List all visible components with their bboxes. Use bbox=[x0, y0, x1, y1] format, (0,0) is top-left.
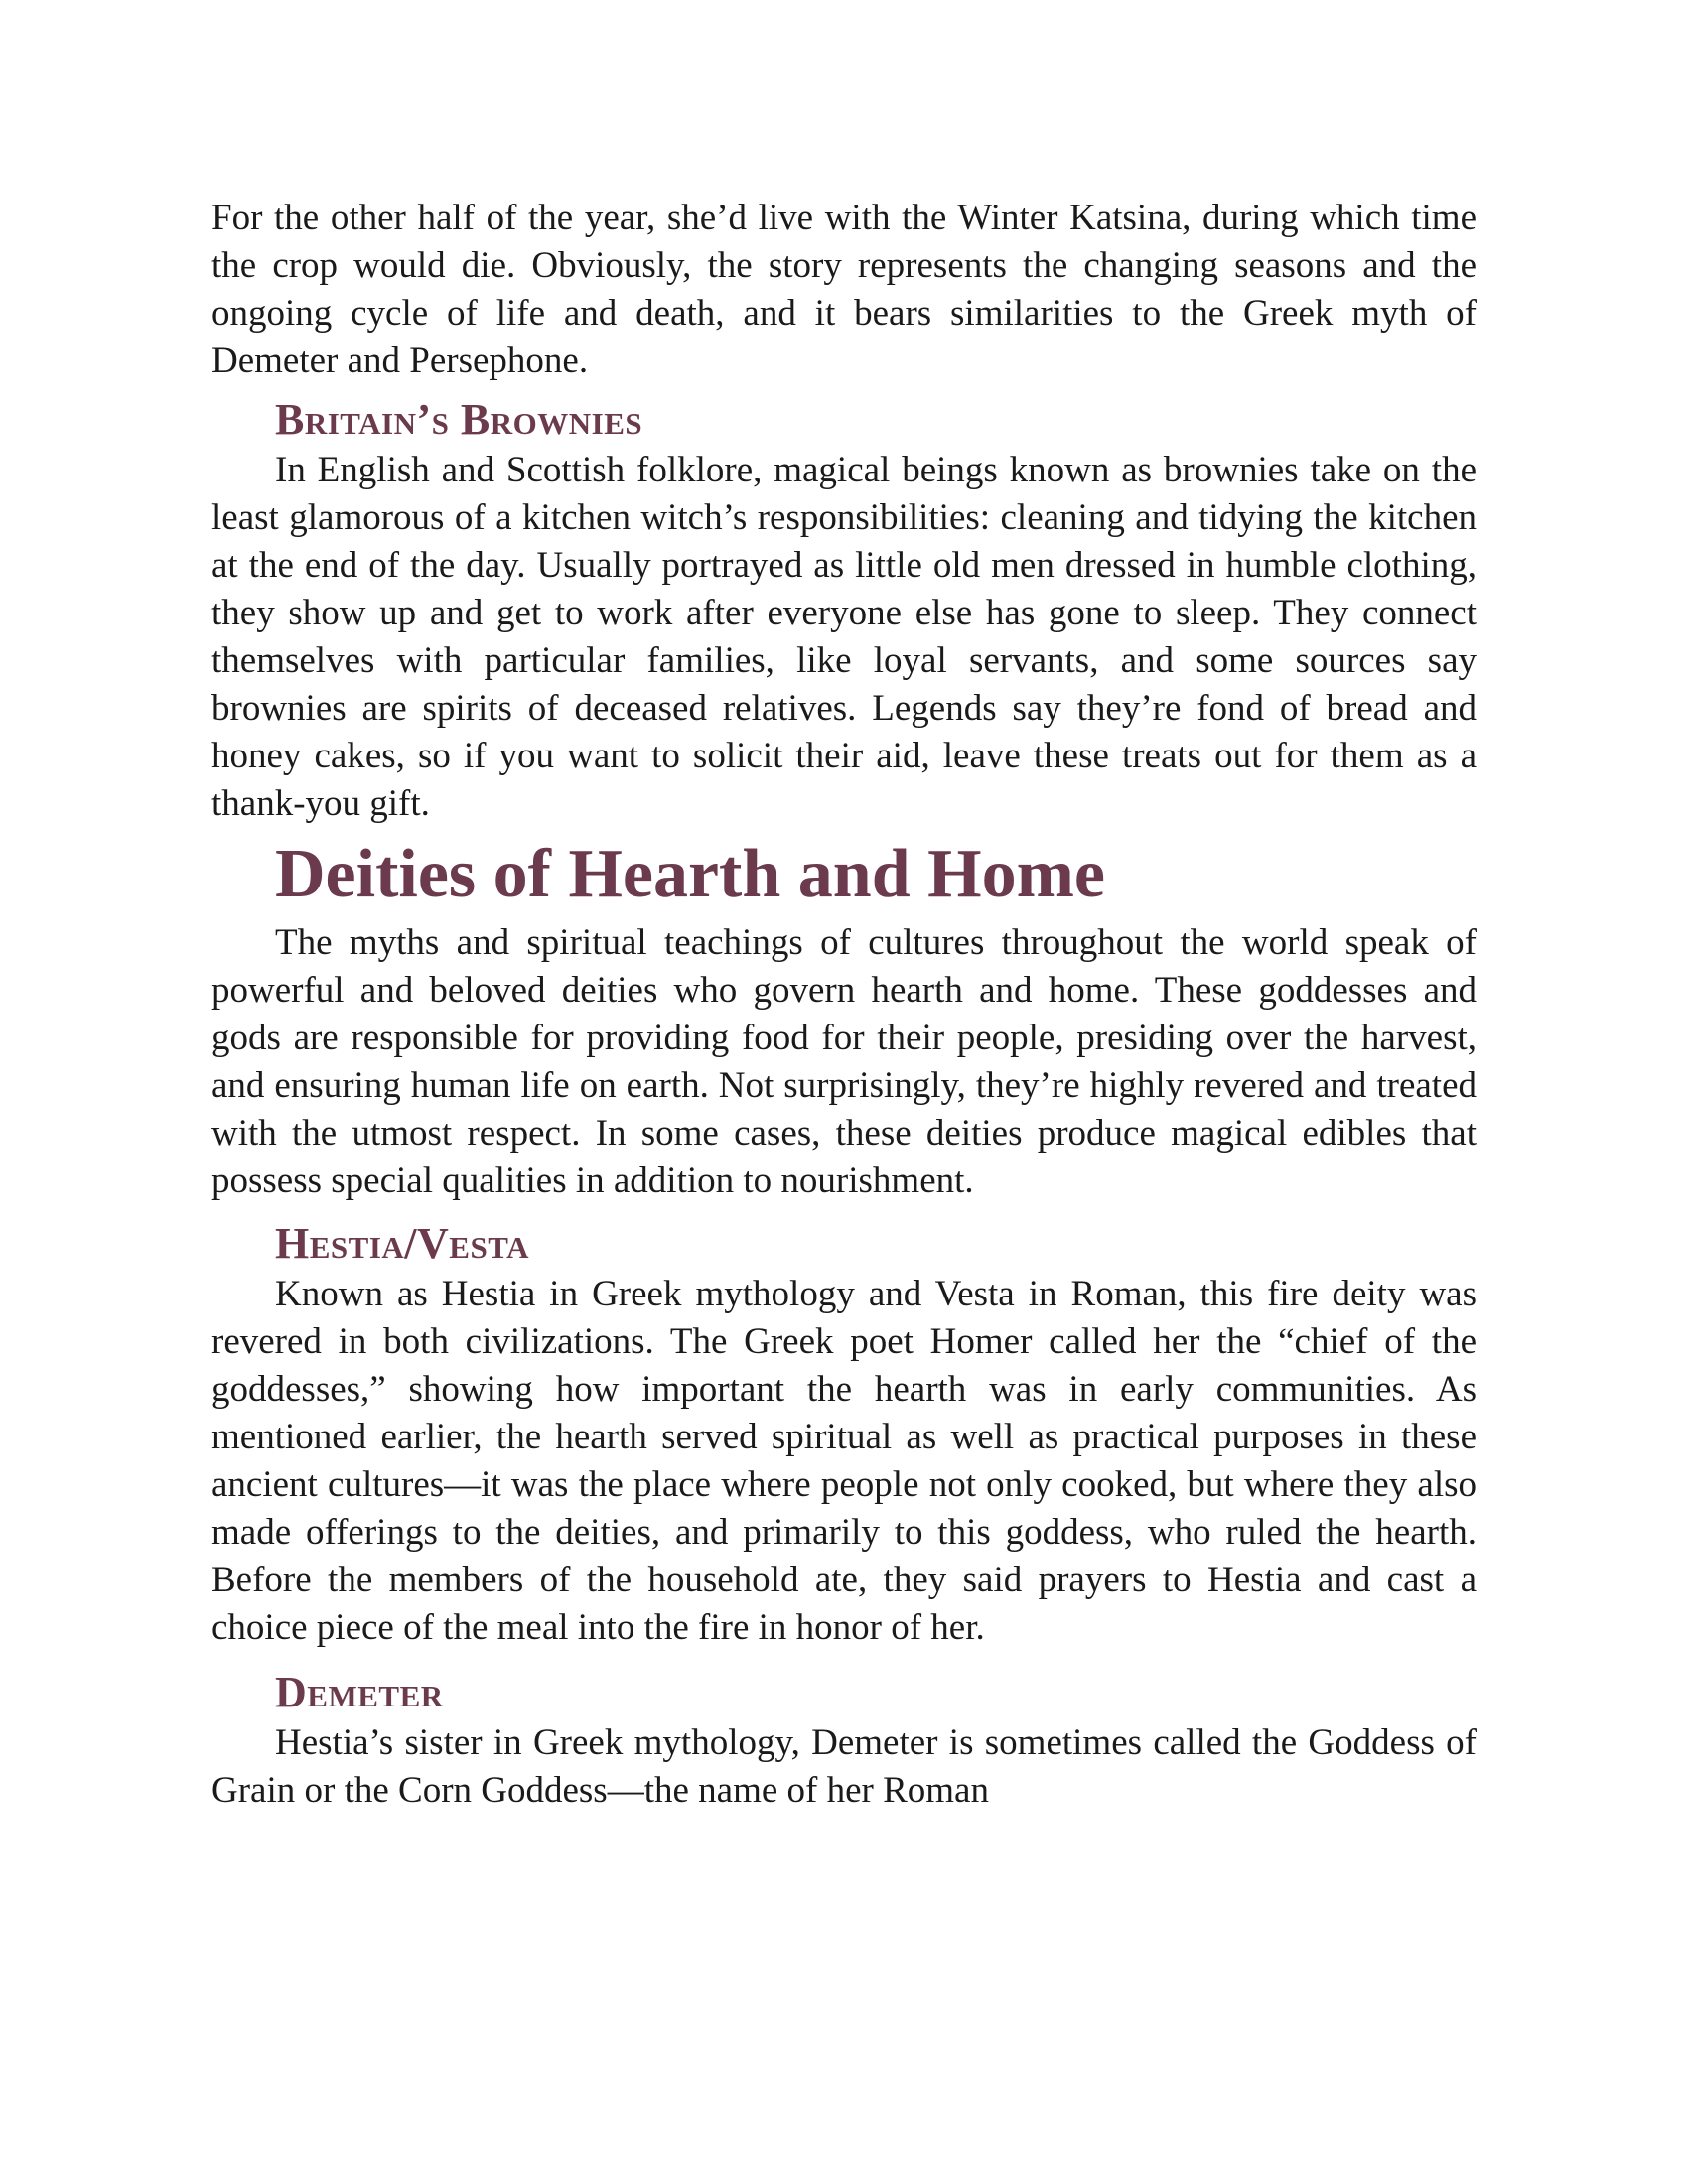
document-page bbox=[211, 195, 1477, 1815]
section-heading-britains-brownies: Britain’s Brownies bbox=[275, 395, 643, 444]
section-heading-demeter: Demeter bbox=[275, 1668, 444, 1716]
body-paragraph: Hestia’s sister in Greek mythology, Demeter is sometimes called the Goddess of Grain or the Corn Goddess—the name of her Roman bbox=[211, 1722, 1477, 1811]
body-paragraph: In English and Scottish folklore, magical beings known as brownies take on the least glamorous of a kitchen witch’s responsibilities: cleaning and tidying the kitchen at the end of the day. Usually portrayed as little old men dressed in humble clothing, they show up and get to work after everyone else has gone to sleep. They connect themselves with particular families, like loyal servants, and some sources say brownies are spirits of deceased relatives. Legends say they’re fond of bread and honey cakes, so if you want to solicit their aid, leave these treats out for them as a thank-you gift. bbox=[211, 450, 1477, 824]
body-paragraph: The myths and spiritual teachings of cultures throughout the world speak of powerful and beloved deities who govern hearth and home. These goddesses and gods are responsible for providing food for their people, presiding over the harvest, and ensuring human life on earth. Not surprisingly, they’re highly revered and treated with the utmost respect. In some cases, these deities produce magical edibles that possess special qualities in addition to nourishment. bbox=[211, 922, 1477, 1201]
section-heading-hestia-vesta: Hestia/Vesta bbox=[275, 1219, 529, 1268]
body-paragraph: Known as Hestia in Greek mythology and Vesta in Roman, this fire deity was revered in both civilizations. The Greek poet Homer called her the “chief of the goddesses,” showing how important the hearth was in early communities. As mentioned earlier, the hearth served spiritual as well as practical purposes in these ancient cultures—it was the place where people not only cooked, but where they also made offerings to the deities, and primarily to this goddess, who ruled the hearth. Before the members of the household ate, they said prayers to Hestia and cast a choice piece of the meal into the fire in honor of her. bbox=[211, 1274, 1477, 1648]
body-paragraph: For the other half of the year, she’d live with the Winter Katsina, during which time the crop would die. Obviously, the story represents the changing seasons and the ongoing cycle of life and death, and it bears similarities to the Greek myth of Demeter and Persephone. bbox=[211, 198, 1477, 381]
chapter-heading: Deities of Hearth and Home bbox=[275, 836, 1105, 912]
